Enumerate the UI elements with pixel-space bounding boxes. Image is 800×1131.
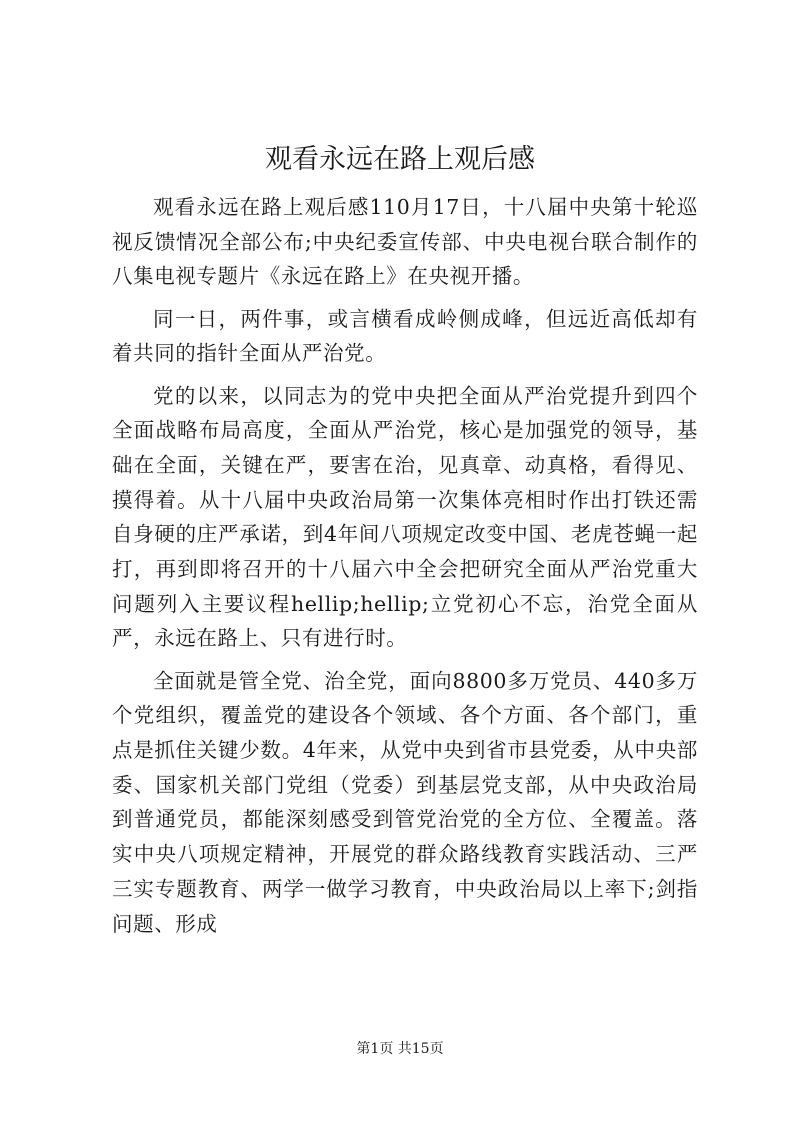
- paragraph: 全面就是管全党、治全党，面向8800多万党员、440多万个党组织，覆盖党的建设各个领域、各个方面、各个部门，重点是抓住关键少数。4年来，从党中央到省市县党委，从中央部委、国家机关部门党组（党委）到基层党支部，从中央政治局到普通党员，都能深刻感受到管党治党的全方位、全覆盖。落实中央八项规定精神，开展党的群众路线教育实践活动、三严三实专题教育、两学一做学习教育，中央政治局以上率下;剑指问题、形成: [112, 668, 698, 936]
- document-title: 观看永远在路上观后感: [265, 144, 535, 175]
- paragraph: 党的以来，以同志为的党中央把全面从严治党提升到四个全面战略布局高度，全面从严治党，核心是加强党的领导，基础在全面，关键在严，要害在治，见真章、动真格，看得见、摸得着。从十八届中央政治局第一次集体亮相时作出打铁还需自身硬的庄严承诺，到4年间八项规定改变中国、老虎苍蝇一起打，再到即将召开的十八届六中全会把研究全面从严治党重大问题列入主要议程hellip;hellip;立党初心不忘，治党全面从严，永远在路上、只有进行时。: [112, 383, 698, 651]
- page-number-footer: 第1页 共15页: [356, 1041, 444, 1057]
- document-body: [112, 190, 698, 949]
- paragraph: 观看永远在路上观后感110月17日，十八届中央第十轮巡视反馈情况全部公布;中央纪委宣传部、中央电视台联合制作的八集电视专题片《永远在路上》在央视开播。: [112, 195, 698, 289]
- paragraph: 同一日，两件事，或言横看成岭侧成峰，但远近高低却有着共同的指针全面从严治党。: [112, 306, 698, 366]
